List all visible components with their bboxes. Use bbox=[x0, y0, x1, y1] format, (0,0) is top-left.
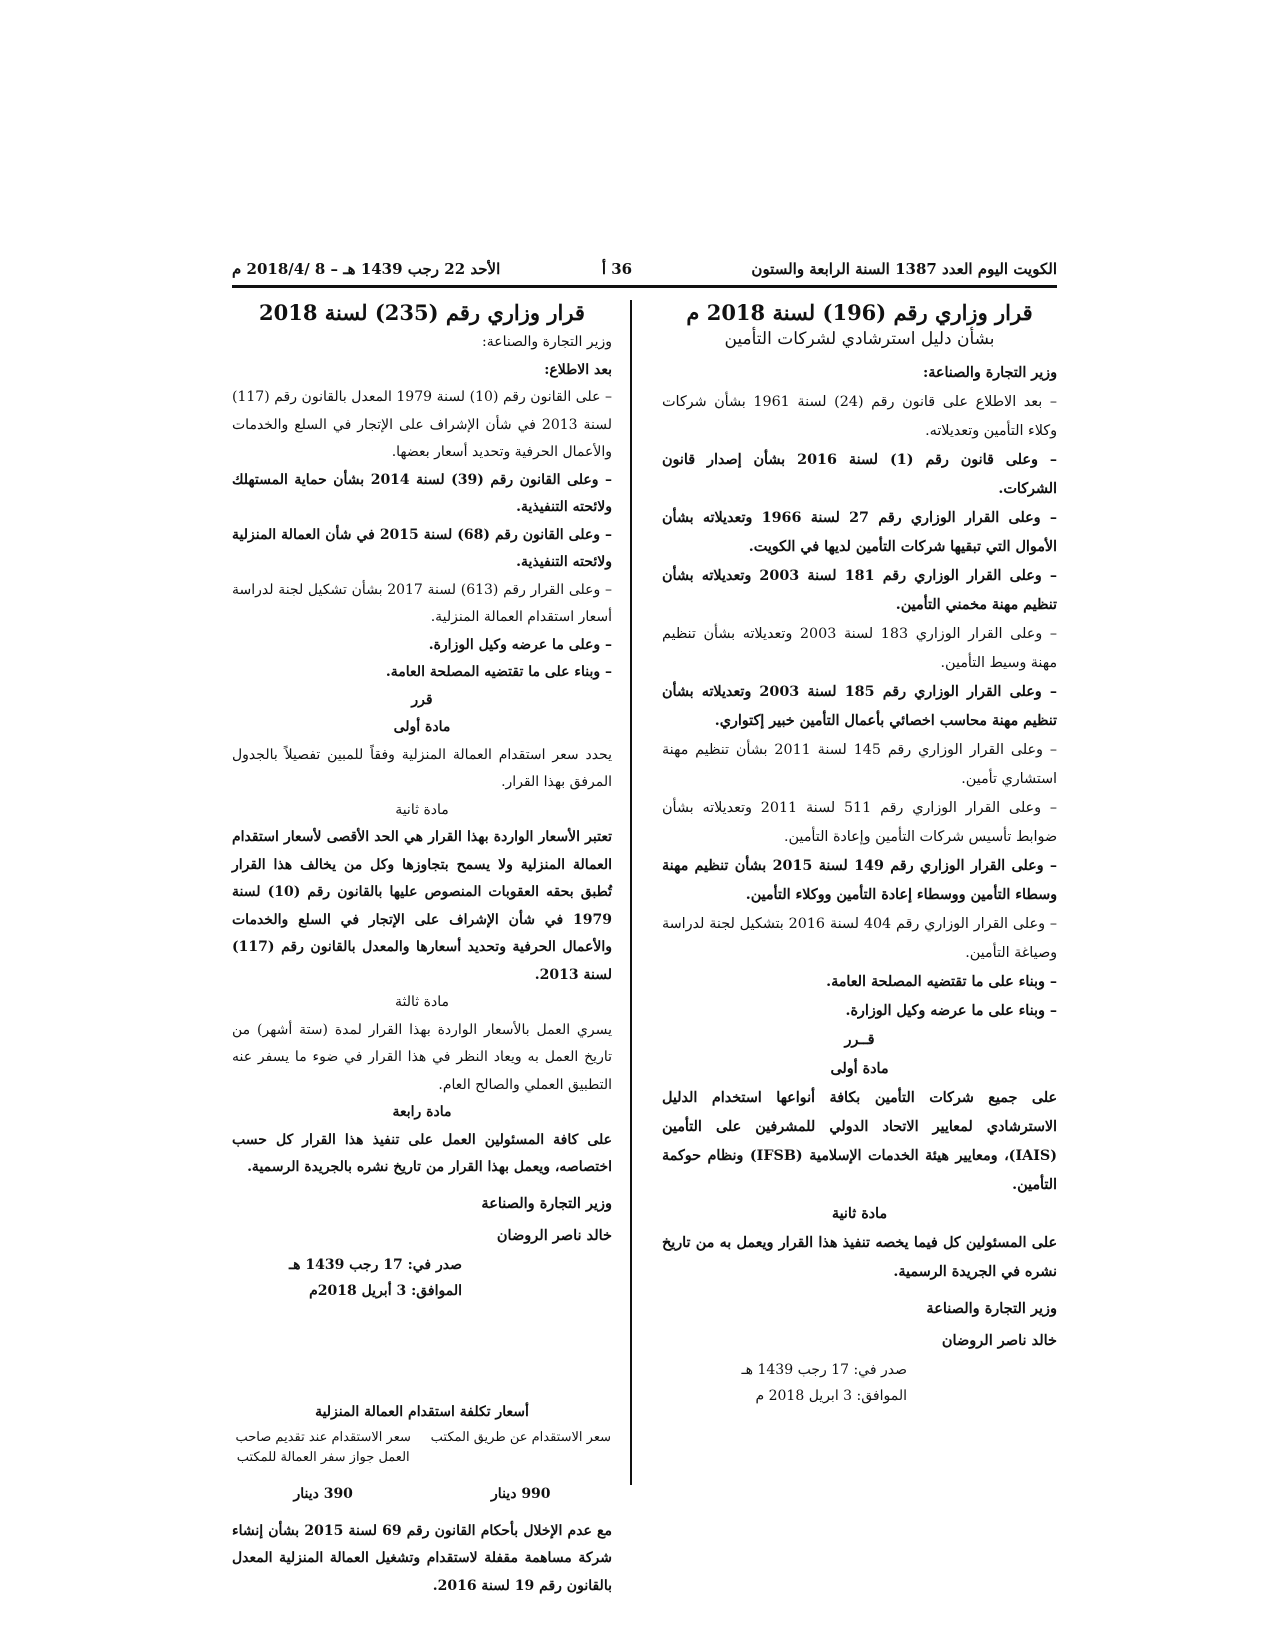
decision-196-title: قرار وزاري رقم (196) لسنة 2018 م bbox=[686, 300, 1033, 325]
preamble-item: – وبناء على ما عرضه وكيل الوزارة. bbox=[845, 1003, 1057, 1019]
rates-header-office: سعر الاستقدام عن طريق المكتب bbox=[430, 1429, 611, 1445]
article-1-text: يحدد سعر استقدام العمالة المنزلية وفقاً للمبين تفصيلاً بالجدول المرفق بهذا القرار. bbox=[232, 746, 612, 790]
left-column bbox=[232, 298, 612, 1600]
preamble-item: – وعلى القرار الوزاري رقم 185 لسنة 2003 وتعديلاته بشأن تنظيم مهنة محاسب اخصائي بأعمال التأمين خبير إكتواري. bbox=[662, 684, 1058, 729]
article-2-title: مادة ثانية bbox=[395, 801, 449, 818]
preamble-item: – وعلى القرار الوزاري رقم 149 لسنة 2015 بشأن تنظيم مهنة وسطاء التأمين ووسطاء إعادة التأمين ووكلاء التأمين. bbox=[662, 858, 1057, 903]
issued-date: صدر في: 17 رجب 1439 هـ bbox=[288, 1256, 462, 1273]
page-header bbox=[232, 260, 1057, 284]
decision-196-subtitle: بشأن دليل استرشادي لشركات التأمين bbox=[724, 329, 995, 349]
issue-date-block bbox=[662, 1357, 1057, 1409]
article-4-title: مادة رابعة bbox=[392, 1104, 452, 1120]
right-column bbox=[662, 298, 1057, 1409]
rates-table-title: أسعار تكلفة استقدام العمالة المنزلية bbox=[315, 1403, 529, 1420]
preamble-item: – وعلى القرار الوزاري رقم 181 لسنة 2003 وتعديلاته بشأن تنظيم مهنة مخمني التأمين. bbox=[662, 568, 1058, 613]
article-3-title: مادة ثالثة bbox=[395, 994, 449, 1010]
preamble-item: – وعلى القرار الوزاري رقم 27 لسنة 1966 وتعديلاته بشأن الأموال التي تبقيها شركات التأمين لديها في الكويت. bbox=[662, 510, 1057, 555]
header-rule bbox=[232, 285, 1057, 288]
preamble-item: – وعلى القانون رقم (68) لسنة 2015 في شأن العمالة المنزلية ولائحته التنفيذية. bbox=[232, 526, 612, 570]
header-publication: الكويت اليوم العدد 1387 السنة الرابعة والستون bbox=[751, 260, 1057, 278]
article-2-title: مادة ثانية bbox=[831, 1206, 888, 1222]
column-divider bbox=[630, 300, 632, 1485]
rates-value-employer-passport: 390 دينار bbox=[293, 1485, 353, 1502]
preamble-item: – وعلى القرار الوزاري رقم 145 لسنة 2011 بشأن تنظيم مهنة استشاري تأمين. bbox=[662, 742, 1057, 787]
preamble-item: – وعلى القرار الوزاري رقم 511 لسنة 2011 وتعديلاته بشأن ضوابط تأسيس شركات التأمين وإعادة التأمين. bbox=[662, 800, 1057, 845]
preamble-item: – وبناء على ما تقتضيه المصلحة العامة. bbox=[826, 974, 1057, 990]
preamble-item: – على القانون رقم (10) لسنة 1979 المعدل بالقانون رقم (117) لسنة 2013 في شأن الإشراف على الإتجار في السلع والخدمات والأعمال الحرفية وتحديد أسعار بعضها. bbox=[232, 389, 612, 460]
issued-date: صدر في: 17 رجب 1439 هـ bbox=[741, 1362, 907, 1378]
minister-line: وزير التجارة والصناعة: bbox=[922, 365, 1057, 381]
header-date: الأحد 22 رجب 1439 هـ – 8 /2018/4 م bbox=[232, 260, 501, 278]
article-4-text: على كافة المسئولين العمل على تنفيذ هذا القرار كل حسب اختصاصه، ويعمل بهذا القرار من تاريخ نشره بالجريدة الرسمية. bbox=[232, 1131, 612, 1175]
preamble-item: – وعلى القرار الوزاري 183 لسنة 2003 وتعديلاته بشأن تنظيم مهنة وسيط التأمين. bbox=[662, 626, 1058, 671]
preamble-item: – وعلى ما عرضه وكيل الوزارة. bbox=[428, 636, 612, 653]
decided-label: قرر bbox=[411, 691, 433, 708]
issue-date-block bbox=[232, 1252, 612, 1304]
closing-note: مع عدم الإخلال بأحكام القانون رقم 69 لسنة 2015 بشأن إنشاء شركة مساهمة مقفلة لاستقدام وتشغيل العمالة المنزلية المعدل بالقانون رقم 19 لسنة 2016. bbox=[232, 1522, 612, 1594]
preamble-item: – وعلى القرار الوزاري رقم 404 لسنة 2016 بتشكيل لجنة لدراسة وصياغة التأمين. bbox=[662, 916, 1057, 961]
decision-235-title: قرار وزاري رقم (235) لسنة 2018 bbox=[259, 300, 585, 325]
preamble-item: – وعلى قانون رقم (1) لسنة 2016 بشأن إصدار قانون الشركات. bbox=[662, 452, 1057, 497]
preamble-item: – وعلى القانون رقم (39) لسنة 2014 بشأن حماية المستهلك ولائحته التنفيذية. bbox=[232, 471, 612, 515]
preamble-item: – وبناء على ما تقتضيه المصلحة العامة. bbox=[385, 664, 612, 680]
preamble-item: – وعلى القرار رقم (613) لسنة 2017 بشأن تشكيل لجنة لدراسة أسعار استقدام العمالة المنزلية. bbox=[232, 581, 612, 625]
signature-block bbox=[662, 1293, 1057, 1357]
preamble-item: – بعد الاطلاع على قانون رقم (24) لسنة 1961 بشأن شركات وكلاء التأمين وتعديلاته. bbox=[662, 394, 1057, 439]
minister-line: وزير التجارة والصناعة: bbox=[482, 334, 612, 350]
rates-table-values bbox=[232, 1486, 612, 1502]
corresponding-date: الموافق: 3 أبريل 2018م bbox=[309, 1282, 462, 1299]
article-1-text: على جميع شركات التأمين بكافة أنواعها استخدام الدليل الاسترشادي لمعايير الاتحاد الدولي للمشرفين على التأمين (IAIS)، ومعايير هيئة الخدمات الإسلامية (IFSB) ونظام حوكمة التأمين. bbox=[662, 1090, 1058, 1193]
signature-title: وزير التجارة والصناعة bbox=[481, 1194, 612, 1212]
signature-name: خالد ناصر الروضان bbox=[496, 1226, 612, 1244]
article-3-text: يسري العمل بالأسعار الواردة بهذا القرار لمدة (ستة أشهر) من تاريخ العمل به ويعاد النظر في هذا القرار في ضوء ما يسفر عنه التطبيق العملي والصالح العام. bbox=[232, 1021, 612, 1093]
decided-label: قــرر bbox=[844, 1032, 875, 1048]
article-2-text: تعتبر الأسعار الواردة بهذا القرار هي الحد الأقصى لأسعار استقدام العمالة المنزلية ولا يسمح بتجاوزها وكل من يخالف هذا القرار تُطبق بحقه العقوبات المنصوص عليها بالقانون رقم (10) لسنة 1979 في شأن الإشراف على الإتجار في السلع والخدمات والأعمال الحرفية وتحديد أسعارها والمعدل بالقانون رقم (117) لسنة 2013. bbox=[232, 829, 612, 983]
corresponding-date: الموافق: 3 ابريل 2018 م bbox=[755, 1388, 907, 1404]
signature-block bbox=[232, 1188, 612, 1252]
rates-table-header bbox=[232, 1428, 612, 1468]
article-2-text: على المسئولين كل فيما يخصه تنفيذ هذا القرار ويعمل به من تاريخ نشره في الجريدة الرسمية. bbox=[662, 1235, 1057, 1280]
signature-name: خالد ناصر الروضان bbox=[941, 1332, 1057, 1349]
after-review-label: بعد الاطلاع: bbox=[544, 361, 612, 378]
header-page-number: 36 أ bbox=[601, 260, 633, 278]
article-1-title: مادة أولى bbox=[830, 1061, 889, 1077]
rates-value-office: 990 دينار bbox=[491, 1485, 551, 1502]
article-1-title: مادة أولى bbox=[393, 719, 451, 735]
signature-title: وزير التجارة والصناعة bbox=[926, 1300, 1057, 1317]
rates-header-employer-passport: سعر الاستقدام عند تقديم صاحب العمل جواز سفر العمالة للمكتب bbox=[235, 1429, 411, 1465]
